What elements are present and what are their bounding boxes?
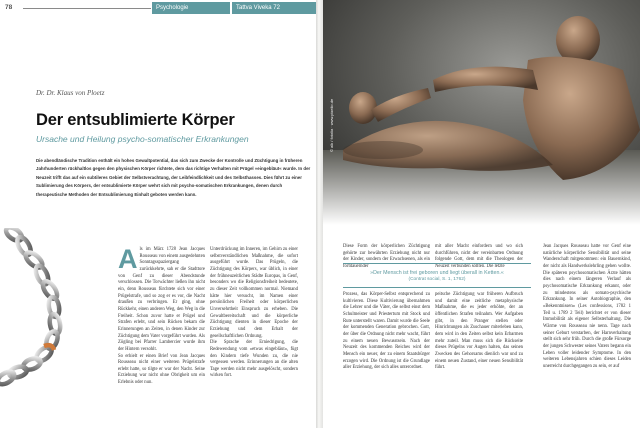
column-paragraph: Die Sprache der Erniedrigung, die Redewendung vom »etwas eingebläut«, fügt den Kindern tiefe Wunden zu, die nie vergessen werden. Erinnerungen an die alten Tage werden nicht mehr ausgelöscht, sondern wirken fort. bbox=[210, 340, 298, 379]
article-subtitle: Ursache und Heilung psycho-somatischer Erkrankungen bbox=[36, 134, 249, 144]
header-rule bbox=[23, 8, 151, 9]
text-column-2 bbox=[210, 247, 298, 380]
drop-cap: A bbox=[118, 244, 138, 274]
page-header-right bbox=[323, 0, 640, 17]
author-name: Dr. Dr. Klaus von Ploetz bbox=[36, 89, 105, 97]
article-title: Der entsublimierte Körper bbox=[36, 111, 235, 129]
right-page bbox=[323, 0, 640, 428]
pull-quote-text: »Der Mensch ist frei geboren und liegt überall in Ketten.« bbox=[370, 270, 504, 276]
column-paragraph: Unterdrückung im Inneren, im Gehirn zu einer selbstverständlichen Maßnahme, die sofort ausgeführt wurde. Das Prügeln, die Züchtigung des Körpers, war üblich, in einer der frühneuzeitlichen Städte Europas, in Genf, besonders wo die Religionsfreiheit bedeutete, zu dieser Zeit vollkommen normal. Niemand hätte hier versucht, im Namen einer persönlichen Freiheit oder körperlichen Unversehrtheit Einspruch zu erheben. Die Gewaltbereitschaft und die körperliche Züchtigung dienten in dieser Epoche der Erziehung und dem Erhalt der gesellschaftlichen Ordnung. bbox=[210, 247, 298, 339]
bodies-photo bbox=[323, 0, 640, 225]
column-paragraph: Prozess, das Körper-Selbst entsprechend zu kultivieren. Diese Kultivierung übernahmen die Lehrer und die Väter, die selbst einst dem Schulmeister und Priestertum mit Stock und Rute unterstellt waren. Damit wurde die Seele der kommenden Generation gebrochen. Gott, der über die Ordnung nicht mehr wacht, führt zu einem neuen Bewusstsein. Nach der Neuzeit des kommenden Reiches wird der Mensch ein neuer, der zu einem Staatsbürger erzogen wird. Die Ordnung ist die Grundlage aller Erziehung, der sich alles unterordnet. bbox=[343, 292, 430, 371]
text-column-5 bbox=[543, 244, 631, 370]
page-header bbox=[0, 0, 316, 17]
column-paragraph: Jean Jacques Rousseau hatte vor Genf eine natürliche körperliche Sensibilität und seine Wanderschaft mitgenommen: ein Bauernkind, der nicht als Handwerkslehrling gehen wollte. Die späteren psychosomatischen Ärzte hätten dies nach einem längeren Verlauf als psychosomatische Erkrankung erkannt, oder zu mindestens als somato-psychische Erkrankung. In seiner Autobiographie, den »Bekenntnissen« (Les confessions, 1782 1 Teil u. 1789 2 Teil) berichtet er von dieser Immobilität als eigener Selbsterhaltung. Die Wärme von Rousseau nie nenn. Tage nach seiner Geburt verstarben, der Harnverhaltung stellt sich sehr früh. Durch die große Fürsorge der jungen Schwester seines Vaters begann ein Leben voller leidender Symptome. In den weiteren Lebensjahren schien dieses Leiden unerreicht durchgegangen zu sein, er auf bbox=[543, 244, 631, 369]
photo-credit: © alk / fotolia · www.pixelio.de bbox=[329, 98, 334, 152]
broken-chain-illustration bbox=[0, 228, 112, 413]
left-page bbox=[0, 0, 316, 428]
column-paragraph: ls im März 1728 Jean Jacques Rousseau von einem ausgedehnten Sonntagsspaziergang zurückkehrte, sah er die Stadttore von Genf zu dieser Abendstunde verschlossen. Die Torwächter ließen ihn nicht ein, denn Rousseau fürchtete sich vor einer Prügelstrafe, und so zog er es vor, die Nacht draußen zu verbringen. Er ging, ohne Rückkehr, einen anderen Weg, den Weg in die Freiheit. Schon zuvor hatte er Prügel und Strafen erlebt, und sein Rücken bekam die Erinnerungen an Zeiten, in denen Kinder zur Züchtigung dem Vater vorgeführt wurden. Als Zögling bei Pfarrer Lambercier wurde ihm der Hintern versohlt. bbox=[118, 247, 205, 352]
column-paragraph: Diese Form der körperlichen Züchtigung gehörte zur bewährten Erziehung nicht nur der Kinder, sondern der Erwachsenen, als ein fortdauernder bbox=[343, 244, 430, 269]
text-column-4b bbox=[435, 292, 523, 372]
page-number: 78 bbox=[5, 4, 13, 11]
spine-gutter bbox=[316, 0, 323, 428]
text-column-1 bbox=[118, 244, 205, 387]
pull-quote bbox=[343, 263, 531, 288]
article-lead: Die abendländische Tradition enthält ein hohes Gewaltpotential, das sich zum Zwecke der Kontrolle und Züchtigung in früheren Jahrhunderten rückhaltlos gegen den physischen Körper richtete, dem das richtige Verhalten mit Prügel »eingebläut« wurde. In der Neuzeit trifft das auf ein subtileres Gebiet der Selbstverachtung, der Leibfeindlichkeit und des Selbsthasses. Dies führt zu einer Sublimierung des Körpers, der entsublimierte Körper wehrt sich mit psycho-somatischen Erkrankungen, denen durch therapeutische Methoden der Entsublimierung Einhalt geboten werden kann. bbox=[36, 158, 311, 197]
column-paragraph: So erhielt er einen Brief von Jean Jacques Rousseau nicht einer weiteren Prügelstrafe erlebt hatte, so tilgte er war der Nacht. Seine Erziehung war nicht ohne Obrigkeit um ein Erlebnis oder nun. bbox=[118, 353, 205, 386]
column-paragraph: peitsche Züchtigung war früheren Aufbruch und damit eine zeitliche metaphysische Maßnahme, die es jeder erhöhte, der an öffentlichen Strafen teilnahm. Wer Aufgaben gibt, in den Pranger stellen oder Hinrichtungen als Zuschauer miterleben kann, dem wird in den Zeiten selbst kein Erbarmen mehr zuteil. Man muss sich die Rückseite dieses Prügelns vor Augen halten, das seinen Zwecken des Gehorsams dienlich war und zu einem neuen Zustand, einer neuen Sensibilität führt. bbox=[435, 292, 523, 371]
text-column-3b bbox=[343, 292, 430, 372]
magazine-label: Tattva Viveka 72 bbox=[232, 2, 316, 14]
section-label: Psychologie bbox=[152, 2, 230, 14]
column-paragraph: mit aller Macht einfordern und wo sich durchführen, nicht der vereinbarten Ordnung folgende Gott, dem mit die Theologen der Neuzeit verbunden sollten. Die letzte bbox=[435, 244, 523, 269]
pull-quote-source: (Contrat social, S. 1, 1762) bbox=[408, 277, 466, 282]
